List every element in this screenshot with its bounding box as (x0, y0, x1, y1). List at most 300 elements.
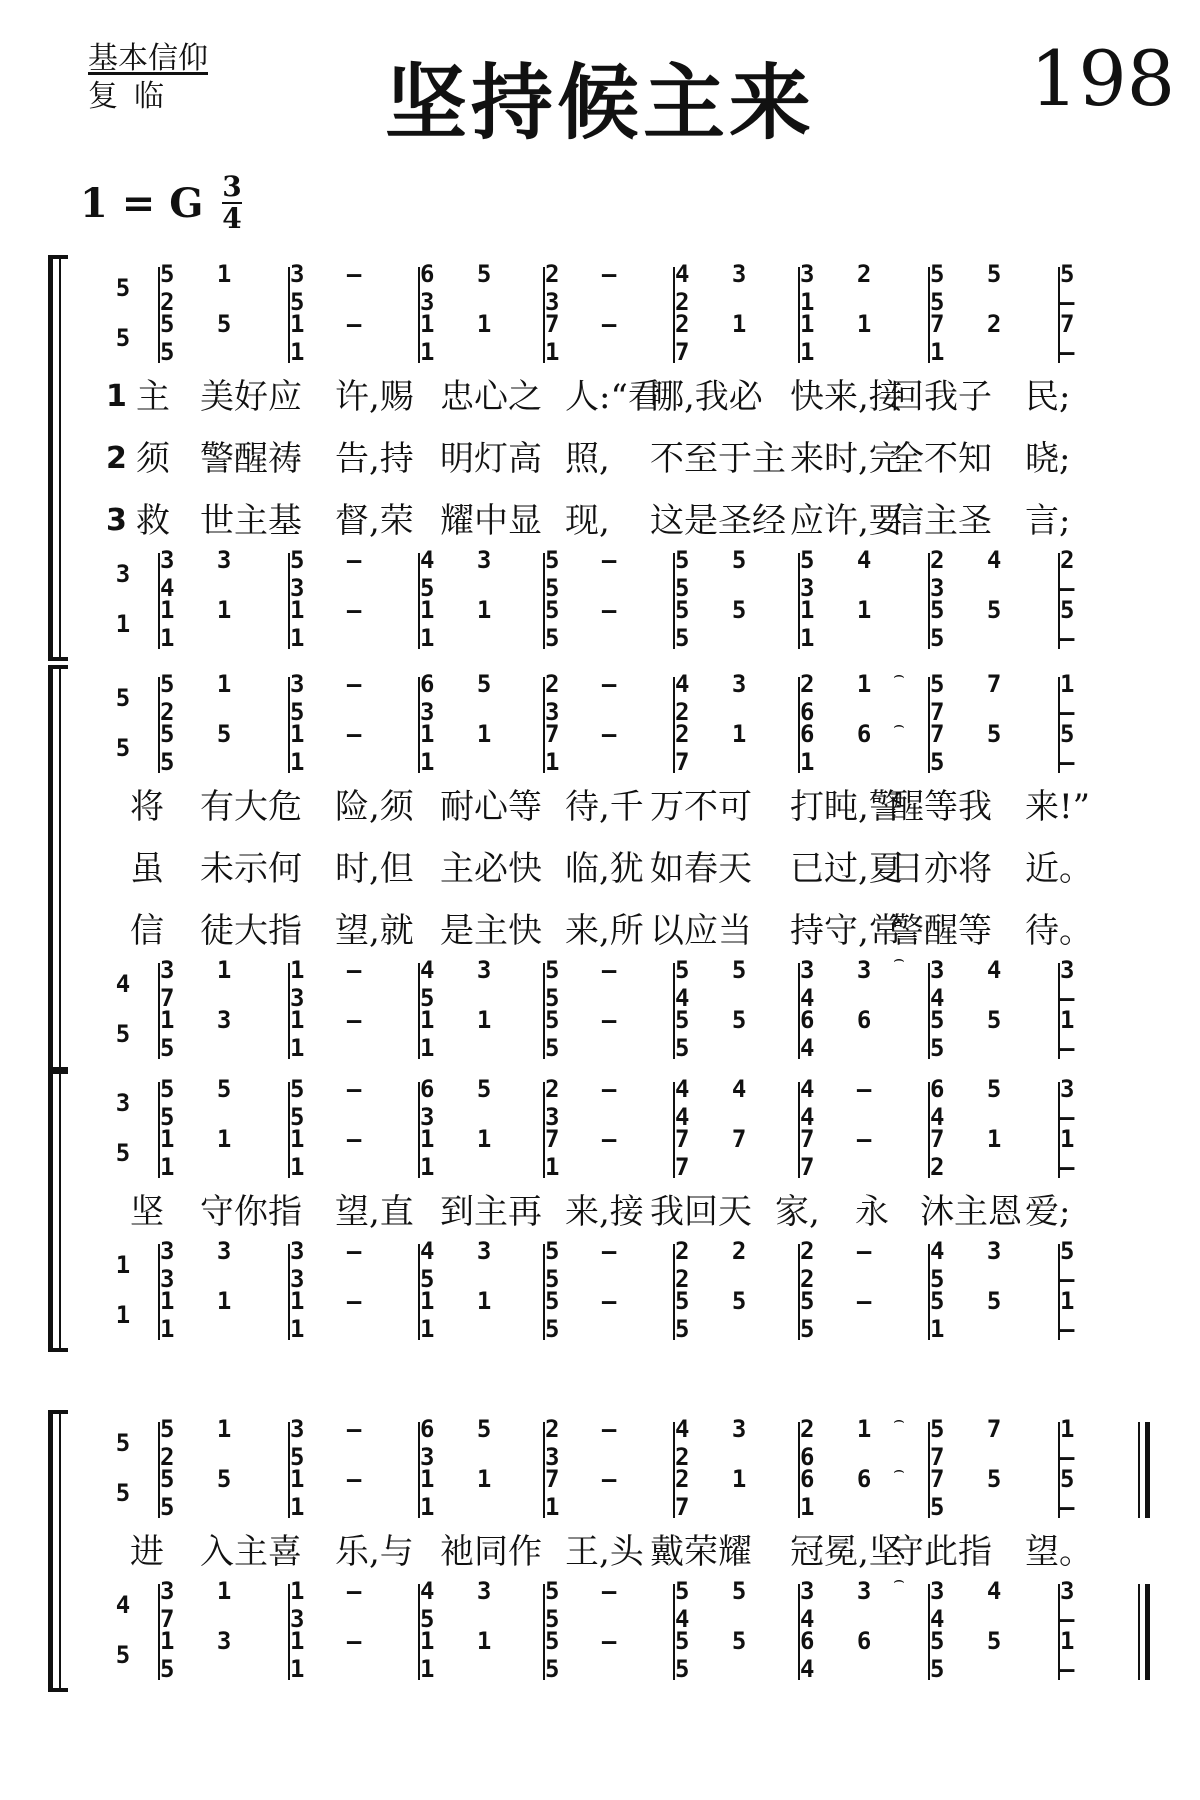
lyric-segment: 未示何 (200, 849, 302, 889)
measure-notes: 5 7 7 (930, 670, 1016, 726)
measure-notes: 1 (115, 1301, 145, 1329)
measure-notes: 6 6 1 (800, 1465, 886, 1521)
lyric-segment: 戴荣耀 (650, 1532, 752, 1572)
measure-notes: 2 – 2 (800, 1237, 886, 1293)
fermata-icon: ⌢ (893, 715, 905, 736)
barline (418, 1584, 420, 1680)
barline (288, 1422, 290, 1518)
lyric-segment: 应许,要 (790, 501, 903, 541)
measure-notes: 7 5 5 (930, 720, 1016, 776)
lyric-segment: 到主再 (440, 1192, 542, 1232)
measure-notes: 1 – 1 (290, 1287, 376, 1343)
fermata-icon: ⌢ (893, 665, 905, 686)
measure-notes: 1 1 1 (160, 1125, 246, 1181)
fermata-icon: ⌢ (893, 1410, 905, 1431)
barline (673, 1422, 675, 1518)
measure-notes: 5 5 5 (930, 1627, 1016, 1683)
measure-notes: 3 – (1060, 956, 1089, 1012)
measure-notes: 2 – 3 (545, 1075, 631, 1131)
key-signature: 1 = G (80, 180, 204, 227)
barline (928, 1584, 930, 1680)
measure-notes: 3 3 4 (160, 546, 246, 602)
barline (673, 267, 675, 363)
alto-row (100, 1465, 1170, 1521)
barline (673, 1082, 675, 1178)
time-signature (222, 172, 242, 234)
measure-notes: 6 5 4 (930, 1075, 1016, 1131)
barline (673, 677, 675, 773)
measure-notes: 5 (115, 1641, 145, 1669)
measure-notes: 7 – 7 (800, 1125, 886, 1181)
measure-notes: 3 2 1 (800, 260, 886, 316)
lyric-segment: 望,就 (335, 911, 414, 951)
lyric-line (106, 493, 1170, 549)
barline (288, 677, 290, 773)
alto-row (100, 310, 1170, 366)
measure-notes: 7 – 1 (545, 720, 631, 776)
lyric-segment: 祂同作 (440, 1532, 542, 1572)
barline (798, 267, 800, 363)
measure-notes: 1 – (1060, 1125, 1089, 1181)
measure-notes: 5 – (1060, 596, 1089, 652)
measure-notes: 5 5 5 (160, 720, 246, 776)
tenor-row (100, 1577, 1170, 1633)
lyric-segment: 全不知 (890, 439, 992, 479)
measure-notes: 5 – (1060, 1237, 1089, 1293)
measure-notes: 4 4 4 (675, 1075, 761, 1131)
measure-notes: 1 1 1 (420, 1627, 506, 1683)
measure-notes: 3 – 5 (290, 1415, 376, 1471)
measure-notes: 3 4 4 (930, 956, 1016, 1012)
lyric-segment: 有大危 (200, 787, 302, 827)
measure-notes: 5 7 7 (930, 1415, 1016, 1471)
lyric-segment: 快来,接 (790, 377, 903, 417)
barline (418, 553, 420, 649)
barline (158, 1422, 160, 1518)
lyric-segment: 望。 (1025, 1532, 1093, 1572)
time-top: 3 (222, 170, 242, 203)
lyric-line (106, 369, 1170, 425)
measure-notes: 1 – (1060, 670, 1089, 726)
barline (543, 1584, 545, 1680)
lyric-segment: 已过,夏 (790, 849, 903, 889)
lyric-segment: 将 (130, 787, 164, 827)
measure-notes: 3 3 4 (800, 1577, 886, 1633)
lyric-segment: 耐心等 (440, 787, 542, 827)
lyric-segment: 我回天 (650, 1192, 752, 1232)
barline (543, 267, 545, 363)
measure-notes: 5 – 5 (545, 1287, 631, 1343)
measure-notes: 5 5 5 (675, 596, 761, 652)
lyric-line (110, 903, 1170, 959)
barline (928, 1082, 930, 1178)
lyric-segment: 虽 (130, 849, 164, 889)
category-line2: 复临 (88, 79, 180, 114)
measure-notes: 1 – 1 (290, 720, 376, 776)
measure-notes: 5 – (1060, 260, 1089, 316)
lyric-line (106, 431, 1170, 487)
measure-notes: 6 6 4 (800, 1006, 886, 1062)
measure-notes: 2 1 7 (675, 1465, 761, 1521)
barline (543, 1082, 545, 1178)
measure-notes: 5 – 5 (290, 1075, 376, 1131)
barline (543, 1244, 545, 1340)
lyric-segment: 持守,常 (790, 911, 903, 951)
barline (288, 963, 290, 1059)
lyric-segment: 来时,完 (790, 439, 903, 479)
barline (1058, 1082, 1060, 1178)
lyric-segment: 警醒祷 (200, 439, 302, 479)
measure-notes: 5 5 5 (675, 1627, 761, 1683)
lyric-segment: 爱; (1025, 1192, 1071, 1232)
measure-notes: 2 1 6 (800, 670, 886, 726)
lyric-segment: 待。 (1025, 911, 1093, 951)
measure-notes: 1 (115, 1251, 145, 1279)
measure-notes: 5 (115, 1479, 145, 1507)
measure-notes: 4 3 2 (675, 1415, 761, 1471)
system-bracket (48, 1070, 66, 1352)
barline (798, 1244, 800, 1340)
barline (158, 1584, 160, 1680)
measure-notes: 7 – 1 (545, 1125, 631, 1181)
soprano-row (100, 260, 1170, 316)
hymn-number: 198 (1030, 34, 1176, 123)
measure-notes: 3 – 5 (290, 670, 376, 726)
system-bracket (48, 1410, 66, 1692)
barline (1058, 1244, 1060, 1340)
lyric-segment: 待,千 (565, 787, 644, 827)
measure-notes: 6 5 3 (420, 670, 506, 726)
lyric-segment: 来!” (1025, 787, 1091, 827)
measure-notes: 5 (115, 1429, 145, 1457)
lyric-segment: 醒等我 (890, 787, 992, 827)
lyric-segment: 是主快 (440, 911, 542, 951)
lyric-segment: 世主基 (200, 501, 302, 541)
lyric-segment: 哪,我必 (650, 377, 763, 417)
tenor-row (100, 956, 1170, 1012)
measure-notes: 1 (115, 610, 145, 638)
lyric-segment: 以应当 (650, 911, 752, 951)
measure-notes: 4 (115, 1591, 145, 1619)
barline (288, 1584, 290, 1680)
lyric-segment: 日亦将 (890, 849, 992, 889)
barline (288, 553, 290, 649)
barline (798, 1422, 800, 1518)
lyric-segment: 现, (565, 501, 610, 541)
system-bracket (48, 665, 66, 1071)
measure-notes: 2 – 3 (545, 670, 631, 726)
fermata-icon: ⌢ (893, 1460, 905, 1481)
measure-notes: 5 5 5 (675, 1006, 761, 1062)
barline (798, 553, 800, 649)
measure-notes: 1 1 1 (420, 720, 506, 776)
barline (543, 553, 545, 649)
barline (543, 963, 545, 1059)
tenor-row (100, 1237, 1170, 1293)
measure-notes: 3 3 3 (160, 1237, 246, 1293)
lyric-segment: 来,接 (565, 1192, 644, 1232)
barline (1058, 963, 1060, 1059)
barline (158, 553, 160, 649)
measure-notes: 7 2 1 (930, 310, 1016, 366)
lyric-line (110, 1524, 1170, 1580)
measure-notes: 3 – (1060, 1075, 1089, 1131)
measure-notes: 3 1 7 (160, 956, 246, 1012)
measure-notes: 1 – 1 (290, 310, 376, 366)
lyric-segment: 万不可 (650, 787, 752, 827)
score-system (40, 1410, 1170, 1692)
measure-notes: 5 (115, 684, 145, 712)
lyric-segment: 这是圣经 (650, 501, 786, 541)
measure-notes: 6 5 3 (420, 1415, 506, 1471)
lyric-segment: 坚 (130, 1192, 164, 1232)
lyric-segment: 沐主恩 (920, 1192, 1022, 1232)
barline (158, 677, 160, 773)
barline (673, 553, 675, 649)
lyric-segment: 徒大指 (200, 911, 302, 951)
lyric-segment: 临,犹 (565, 849, 644, 889)
fermata-icon: ⌢ (893, 1570, 905, 1591)
measure-notes: 5 5 1 (930, 1287, 1016, 1343)
lyric-segment: 守你指 (200, 1192, 302, 1232)
measure-notes: 3 – 5 (290, 260, 376, 316)
lyric-segment: 主 (136, 377, 170, 417)
measure-notes: 1 3 5 (160, 1006, 246, 1062)
lyric-segment: 许,赐 (335, 377, 414, 417)
lyric-segment: 进 (130, 1532, 164, 1572)
time-bottom: 4 (222, 202, 242, 235)
measure-notes: 7 1 2 (930, 1125, 1016, 1181)
measure-notes: 5 4 3 (800, 546, 886, 602)
barline (158, 963, 160, 1059)
measure-notes: 5 – 5 (545, 1627, 631, 1683)
barline (673, 1584, 675, 1680)
measure-notes: 5 5 5 (675, 546, 761, 602)
measure-notes: 5 (115, 1020, 145, 1048)
barline (928, 677, 930, 773)
measure-notes: 3 (115, 1089, 145, 1117)
barline (158, 1082, 160, 1178)
measure-notes: 4 3 2 (675, 670, 761, 726)
measure-notes: 5 (115, 324, 145, 352)
measure-notes: 5 (115, 734, 145, 762)
hymn-title: 坚持候主来 (384, 56, 815, 151)
measure-notes: 1 1 1 (420, 1006, 506, 1062)
barline (928, 1244, 930, 1340)
lyric-segment: 信 (130, 911, 164, 951)
score-system (40, 255, 1170, 661)
measure-notes: 1 1 1 (160, 1287, 246, 1343)
measure-notes: 3 (115, 560, 145, 588)
barline (798, 677, 800, 773)
lyric-segment: 如春天 (650, 849, 752, 889)
barline (158, 1244, 160, 1340)
score-system (40, 665, 1170, 1071)
measure-notes: 2 1 7 (675, 720, 761, 776)
measure-notes: 1 1 1 (420, 596, 506, 652)
measure-notes: 5 – (1060, 1465, 1089, 1521)
lyric-segment: 家, (775, 1192, 820, 1232)
measure-notes: 5 – 5 (545, 596, 631, 652)
category-line1: 基本信仰 (88, 41, 208, 76)
lyric-segment: 打盹,警 (790, 787, 903, 827)
soprano-row (100, 670, 1170, 726)
bass-row (100, 1627, 1170, 1683)
barline (418, 963, 420, 1059)
measure-notes: 6 6 1 (800, 720, 886, 776)
barline (928, 267, 930, 363)
measure-notes: 5 5 5 (160, 1075, 246, 1131)
barline (928, 1422, 930, 1518)
measure-notes: 2 – 3 (545, 260, 631, 316)
measure-notes: 1 – 1 (290, 1006, 376, 1062)
lyric-segment: 入主喜 (200, 1532, 302, 1572)
barline (1058, 1422, 1060, 1518)
measure-notes: 5 – 5 (545, 956, 631, 1012)
measure-notes: 5 – 5 (545, 1577, 631, 1633)
barline (1058, 1584, 1060, 1680)
soprano-row (100, 1415, 1170, 1471)
barline (418, 267, 420, 363)
score-system (40, 1070, 1170, 1352)
measure-notes: 2 1 6 (800, 1415, 886, 1471)
measure-notes: 6 5 3 (420, 260, 506, 316)
measure-notes: 1 1 1 (160, 596, 246, 652)
tenor-row (100, 546, 1170, 602)
barline (158, 267, 160, 363)
lyric-segment: 来,所 (565, 911, 644, 951)
barline (418, 1422, 420, 1518)
lyric-segment: 美好应 (200, 377, 302, 417)
measure-notes: 5 – 5 (545, 1237, 631, 1293)
measure-notes: 7 7 7 (675, 1125, 761, 1181)
measure-notes: 4 3 5 (420, 1577, 506, 1633)
lyric-segment: 民; (1025, 377, 1071, 417)
measure-notes: 1 – 1 (290, 1627, 376, 1683)
barline (928, 963, 930, 1059)
lyric-segment: 永 (855, 1192, 889, 1232)
measure-notes: 1 1 1 (800, 310, 886, 366)
measure-notes: 1 1 1 (420, 310, 506, 366)
lyric-line (110, 779, 1170, 835)
lyric-segment: 言; (1025, 501, 1071, 541)
lyric-segment: 守此指 (890, 1532, 992, 1572)
system-bracket (48, 255, 66, 661)
verse-number: 1 (106, 379, 127, 414)
lyric-segment: 主必快 (440, 849, 542, 889)
measure-notes: 1 – 3 (290, 956, 376, 1012)
lyric-segment: 须 (136, 439, 170, 479)
barline (928, 553, 930, 649)
bass-row (100, 1006, 1170, 1062)
measure-notes: 7 – 1 (545, 310, 631, 366)
barline (288, 267, 290, 363)
measure-notes: 4 3 2 (675, 260, 761, 316)
measure-notes: 5 – 5 (800, 1287, 886, 1343)
measure-notes: 1 1 1 (800, 596, 886, 652)
lyric-segment: 险,须 (335, 787, 414, 827)
measure-notes: 5 5 5 (160, 310, 246, 366)
alto-row (100, 720, 1170, 776)
lyric-segment: 忠心之 (440, 377, 542, 417)
measure-notes: 3 – (1060, 1577, 1089, 1633)
measure-notes: 4 3 5 (420, 546, 506, 602)
measure-notes: 7 5 5 (930, 1465, 1016, 1521)
barline (543, 1422, 545, 1518)
measure-notes: 6 6 4 (800, 1627, 886, 1683)
measure-notes: 5 (115, 274, 145, 302)
measure-notes: 1 1 1 (420, 1125, 506, 1181)
barline (543, 677, 545, 773)
measure-notes: 3 4 4 (930, 1577, 1016, 1633)
measure-notes: 3 3 4 (800, 956, 886, 1012)
barline (798, 963, 800, 1059)
lyric-segment: 回我子 (890, 377, 992, 417)
measure-notes: 1 – 1 (290, 1465, 376, 1521)
measure-notes: 5 5 5 (930, 1006, 1016, 1062)
measure-notes: 5 – (1060, 720, 1089, 776)
measure-notes: 2 4 3 (930, 546, 1016, 602)
measure-notes: 1 – (1060, 1006, 1089, 1062)
bass-row (100, 596, 1170, 652)
measure-notes: 7 – (1060, 310, 1089, 366)
measure-notes: 6 5 3 (420, 1075, 506, 1131)
measure-notes: 5 (115, 1139, 145, 1167)
measure-notes: 4 3 5 (420, 956, 506, 1012)
measure-notes: 3 – 3 (290, 1237, 376, 1293)
soprano-row (100, 1075, 1170, 1131)
alto-row (100, 1125, 1170, 1181)
measure-notes: 4 3 5 (930, 1237, 1016, 1293)
measure-notes: 5 – 5 (545, 1006, 631, 1062)
barline (1058, 267, 1060, 363)
measure-notes: 4 (115, 970, 145, 998)
measure-notes: 5 5 5 (930, 596, 1016, 652)
measure-notes: 5 1 2 (160, 670, 246, 726)
barline (798, 1082, 800, 1178)
lyric-segment: 望,直 (335, 1192, 414, 1232)
barline (673, 1244, 675, 1340)
barline (418, 677, 420, 773)
lyric-segment: 人:“看 (565, 377, 662, 417)
lyric-segment: 不至于主 (650, 439, 786, 479)
measure-notes: 5 – 3 (290, 546, 376, 602)
measure-notes: 5 5 5 (160, 1465, 246, 1521)
barline (1058, 677, 1060, 773)
measure-notes: 1 – 1 (290, 596, 376, 652)
barline (1058, 553, 1060, 649)
barline (288, 1244, 290, 1340)
lyric-segment: 照, (565, 439, 610, 479)
lyric-segment: 近。 (1025, 849, 1093, 889)
barline (418, 1082, 420, 1178)
measure-notes: 1 3 5 (160, 1627, 246, 1683)
lyric-segment: 王,头 (565, 1532, 644, 1572)
lyric-segment: 救 (136, 501, 170, 541)
lyric-segment: 晓; (1025, 439, 1071, 479)
measure-notes: 3 1 7 (160, 1577, 246, 1633)
measure-notes: 4 3 5 (420, 1237, 506, 1293)
lyric-segment: 明灯高 (440, 439, 542, 479)
verse-number: 2 (106, 441, 127, 476)
barline (288, 1082, 290, 1178)
barline (798, 1584, 800, 1680)
lyric-line (110, 841, 1170, 897)
measure-notes: 2 1 7 (675, 310, 761, 366)
lyric-segment: 信主圣 (890, 501, 992, 541)
lyric-segment: 告,持 (335, 439, 414, 479)
measure-notes: 1 – (1060, 1415, 1089, 1471)
